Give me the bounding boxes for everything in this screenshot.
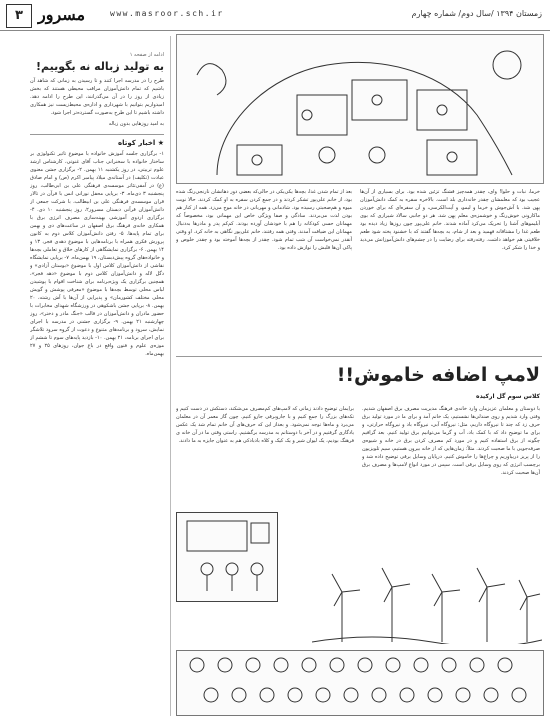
- sidebar-kicker: ادامه از صفحه ۱: [129, 52, 164, 58]
- top-story-right: خرما، نبات و حلوا! وای، چقدر همه‌چیز قشنگ تزئین شده بود. برای بسیاری از آن‌ها عجیب بود که معلمشان چقدر خانه‌داری بلد است. بالاخره سفره به کمک دانش‌آموزان پهن شد. با آش‌جوش و خرما و لیمو، و آیت‌الکرسی، و آن سفره‌ای که برای خوردن ماکارونی خوش‌رنگ و خوشمزه‌ی معلم پهن شد. هر دو جانبی سالاد شیرازی که بوی آبلیموهای آشنا را تحریک می‌کرد آماده شدند. خانم علی‌پور چون روزها زیاد دیده بود طعم غذا را مشتاقانه فهمید و بعد از شام، به بچه‌ها گفتند که با خشنود پخته شود طعم خلاقیتی هم خواهد داشت. رفته‌رفته برای رضایت را در چشم‌های دانش‌آموزانش می‌دید و خدا را شکر کرد.: [360, 189, 540, 251]
- issue-info: زمستان ۱۳۹۴ /سال دوم/ شماره چهارم: [411, 9, 542, 18]
- star-icon: ★: [155, 139, 164, 147]
- news-list: ۱- برگزاری جلسه آموزش خانواده با موضوع تاثیر تکنولوژی بر ساختار خانواده با سخنرانی جناب آقای غنوتی، کارشناس ارشد علوم تربیتی، در روز یکشنبه ۱۱ بهمن. ۲- برگزاری جشن معنوی عبادت (تکلیف) در آستانه‌ی میلاد پیامبر اکرم (ص) و امام صادق (ع) در آمفی‌تئاتر موسسه‌ی فرهنگی علی بن ابی‌طالب، روز پنجشنبه ۳ دی‌ماه. ۳- برپایی محفل نورانی انس با قرآن در تالار قران موسسه‌ی فرهنگی علی بن ابیطالب، با شرکت جمعی از دانش‌آموزان قرآنی دبستان مسرور۲، روز پنجشنبه ۱۰ دی. ۴- برگزاری اردوی آموزشی بهینه‌سازی مصرف انرژی برق با همکاری خانه‌ی فرهنگ برق اصفهان در ساعت‌های دی و بهمن برای تمام پایه‌ها. ۵- رفتن دانش‌آموزان کلاس دوم به کانون پرورش فکری همراه با برنامه‌هایی با موضوع دهه‌ی فجر، ۱۳ و ۱۴ بهمن. ۶- برگزاری نمایشگاهی از کارهای خلاق و تعاملی بچه‌ها و خانواده‌های گروه پیش‌دبستان، ۱۹ بهمن‌ماه. ۷- برپایی نمایشگاه نقاشی از دانش‌آموزان کلاس اول با موضوع «بوستان آزادی» و دگل لاله و دانش‌آموزان کلاس دوم با موضوع «دهه فجر»، همچنین برگزاری یک ویژه‌برنامه برای شناخت اقوام با پوشیدن لباس محلی توسط بچه‌ها با موضوع «معرفی پوشش و گویش محلی مختلف کشورمان» و پذیرایی از آن‌ها با آش رشته، ۲۰ بهمن. ۸- برپایی جشن باشکوهی در ورزشگاه شهدای مخابرات با حضور مادران و دانش‌آموزان در قالب «جنگ مادر و دختر»، روز چهارشنبه ۲۱ بهمن. ۹- برگزاری جشنی در مدرسه با اجرای نمایش، سرود و برنامه‌های متنوع و دعوت از گروه سرود تلاشگر برای اجرای برنامه، ۲۱ بهمن. ۱۰- بازدید پایه‌های سوم تا ششم از موزه‌ی علوم و فنون واقع در باغ جوان، روزهای ۲۵ و ۲۷ بهمن‌ماه.: [30, 151, 164, 357]
- article-byline: کلاس سوم گل ارکیده: [476, 393, 540, 400]
- article-right: با دوستان و معلمان عزیزمان وارد خانه‌ی فرهنگ مدیریت مصرف برق اصفهان شدیم. وقتی وارد شدیم و روی صندلی‌ها نشستیم، یک خانم آمد و برای ما در مورد تولید برق حرف زد که چند تا نیروگاه داریم، مثل: نیروگاه آبی، نیروگاه باد و نیروگاه حرارتی، و برای ما توضیح داد که با کمک باد، آب و گرما می‌توانیم برق تولید کنیم. بعد گرافیم چگونه از برق استفاده کنیم و در مورد کم مصرف کردن برق در خانه و شیوه‌ی صرفه‌جویی با ما صحبت کردند. مثلاً: زمان‌هایی که از خانه بیرون هستیم، سیم تلویزیون را از پریز دربیاوریم و چراغ‌ها را خاموش کنیم. درپایان وسایل برقی توضیح داده شد و برچسب انرژی که روی وسایل برقی است. سپس در مورد انواع لامپ‌ها و مصرف برق آن‌ها صحبت کردند.: [362, 406, 540, 476]
- article-left: برایمان توضیح دادند زمانی که لامپ‌های کم‌مصرف می‌شکند، دستکش در دست کنیم و تکه‌های بزرگ را جمع کنیم و با جاروبرقی جارو کنیم. چون گاز معمر آن در معلمان می‌برد و ماه‌ها توجه نمی‌شود. و بعداز این که حرف‌های آن خانم تمام شد یک عکس یادگاری گرفتیم و در آخر با دوستانم به مدرسه برگشتیم. راستی وقتی ما در آن خانه ی فرهنگ بودیم، یک لیوان شیر و یک کیک و کلاه بادبادکی هم به عنوان جایزه به ما دادند.: [176, 406, 354, 444]
- section-divider: [176, 356, 542, 357]
- page-number: ۳: [6, 4, 32, 28]
- column-divider: [170, 36, 171, 716]
- group-illustration: [177, 651, 543, 715]
- classroom-drawing: [176, 512, 278, 602]
- site-url[interactable]: www.masroor.sch.ir: [110, 9, 224, 18]
- classroom-illustration: [177, 513, 277, 601]
- masroor-logo: مسرور: [38, 5, 86, 24]
- article-title: لامپ اضافه خاموش!!: [336, 364, 540, 386]
- wind-turbine-drawing: [312, 562, 542, 644]
- group-photo-drawing: [176, 650, 544, 716]
- news-heading-label: اخبار کوتاه: [118, 139, 156, 147]
- turbine-illustration: [312, 562, 542, 644]
- sidebar-closing: به امید روزهایی بدون زباله: [108, 121, 164, 127]
- top-story-left: بعد از تمام شدن غذا، بچه‌ها یکی‌یکی در حالی‌که بعضی دور دهانشان نارنجی‌رنگ شده بود، از خانم علی‌پور تشکر کردند و در جمع کردن سفره به او کمک کردند. حالا نوبت میوه و هم‌صحبتی رسیده بود. شادمانی و مهربانی در خانه موج می‌زد. همه از کنار هم بودن لذت می‌بردند. سادگی و صفا ویژگی خاص این مهمانی بود، مخصوصاً که مهمانان حسی کودکانه را هم با خودشان آورده بودند. کم‌کم پدر و مادرها به‌دنبال مهمانان این ضیافت آمدند. وقتی همه رفتند، خانم علی‌پور نگاهی به خانه کرد. او وقتی آنقدر نمی‌خواست آن شب تمام شود. چقدر از بچه‌ها آموخته بود و چقدر خلوص و پاکی آن‌ها قلبش را نوازش داده بود.: [176, 189, 352, 251]
- child-drawing-top: [176, 34, 544, 184]
- news-heading: [30, 134, 164, 147]
- sidebar-column: [30, 52, 164, 716]
- sidebar-title: به تولید زباله نه بگوییم!: [35, 60, 164, 73]
- sidebar-intro: طرح را در مدرسه اجرا کنند و تا رسیدن به زمانی که شاهد آن باشیم که تمام دانش‌آموزان مراقب محیطی هستند که بخش زیادی از روز را در آن می‌گذرانند، این طرح را ادامه دهد. امیدواریم بتوانیم با شهرداری و اداره‌ی محیط‌زیست نیز همکاری داشته باشیم تا این طرح به‌صورت گسترده‌تر اجرا شود.: [30, 78, 164, 116]
- drawing-illustration: [177, 35, 543, 183]
- page-header: [0, 0, 550, 31]
